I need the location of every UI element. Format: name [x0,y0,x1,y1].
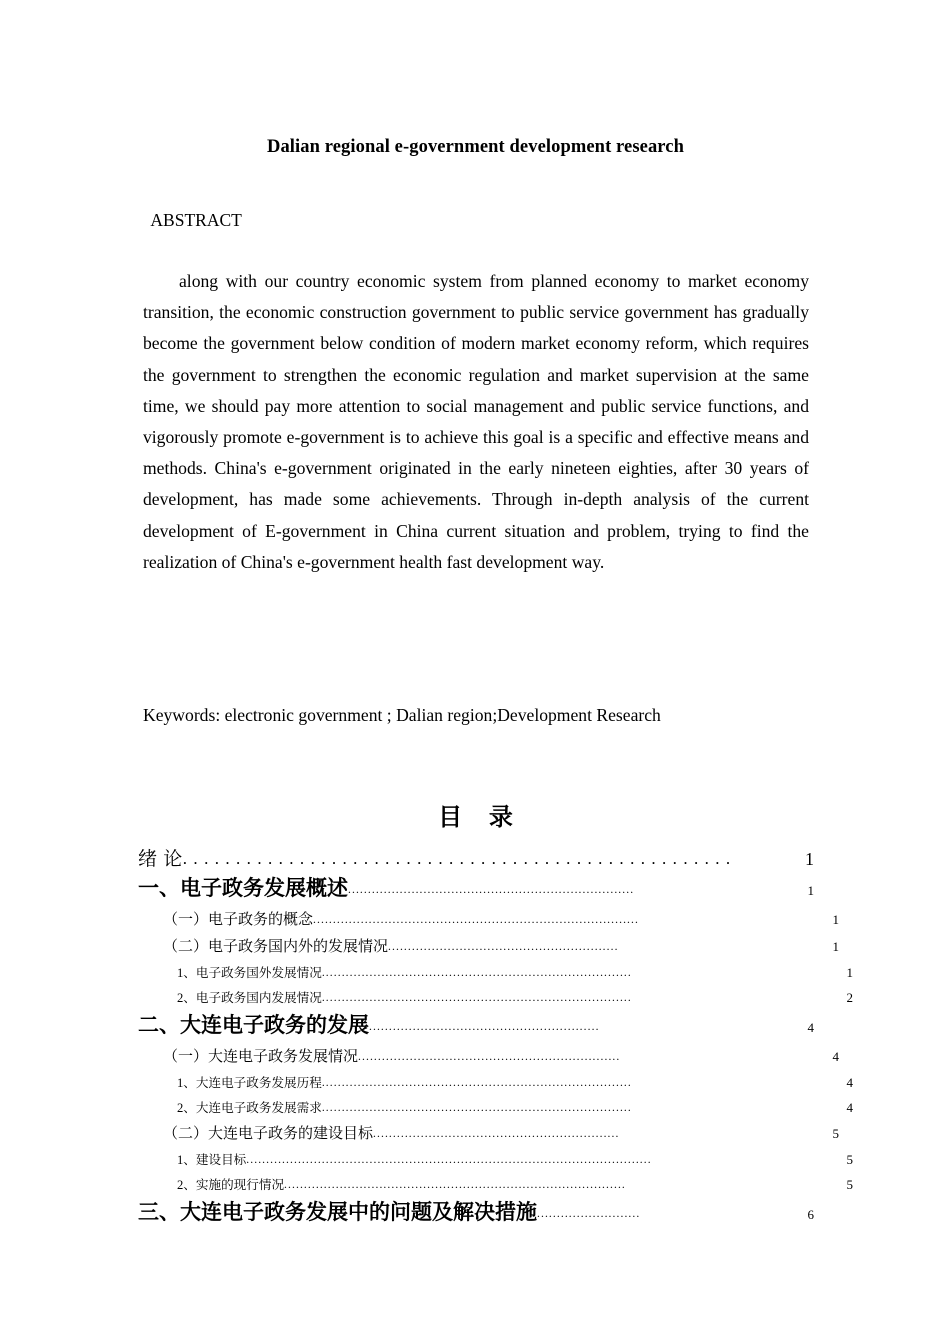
toc-dot-leader: .............................................................................. [321,992,632,1004]
toc-entry-label: （二）电子政务国内外的发展情况 [163,939,389,955]
toc-entry[interactable] [138,1096,853,1121]
toc-page-number: 5 [832,1126,839,1141]
abstract-paragraph: along with our country economic system from planned economy to market economy transition, the economic construction government to public service government has gradually become the government below condition of modern market economy reform, which requires the government to strengthen the economic regulation and market supervision at the same time, we should pay more attention to social management and public service functions, and vigorously promote e-government is to achieve this goal is a specific and effective means and methods. China's e-government originated in the early nineteen eighties, after 30 years of development, has made some achievements. Through in-depth analysis of the current development of E-government in China current situation and problem, trying to find the realization of China's e-government health fast development way. [143,271,809,572]
toc-entry-label: 绪 论 [138,849,183,870]
toc-dot-leader: ...................................................................................................... [246,1154,652,1166]
toc-entry-label: 1、大连电子政务发展历程 [177,1076,322,1090]
toc-page-number: 4 [846,1075,853,1090]
toc-entry-label: 1、建设目标 [177,1153,247,1167]
toc-dot-leader: .............................................................. [373,1128,620,1140]
toc-entry-label: 一、电子政务发展概述 [138,877,348,900]
table-of-contents [138,845,853,1231]
toc-entry-label: （一）电子政务的概念 [163,912,314,928]
toc-entry[interactable] [138,934,839,961]
toc-entry[interactable] [138,874,814,907]
toc-entry[interactable] [138,986,853,1011]
toc-entry-label: 三、大连电子政务发展中的问题及解决措施 [138,1201,537,1224]
toc-entry[interactable] [138,1071,853,1096]
toc-entry[interactable] [138,1121,839,1148]
toc-dot-leader: .......................................................... [369,1021,600,1033]
toc-page-number: 4 [832,1049,839,1064]
toc-entry-label: 2、大连电子政务发展需求 [177,1101,322,1115]
toc-dot-leader: .............................................................................. [321,967,632,979]
toc-page-number: 4 [807,1020,814,1035]
toc-entry-label: 二、大连电子政务的发展 [138,1014,369,1037]
abstract-heading: ABSTRACT [147,210,242,230]
toc-entry[interactable] [138,1173,853,1198]
toc-page-number: 1 [832,912,839,927]
toc-entry-label: 2、电子政务国内发展情况 [177,991,322,1005]
toc-page-number: 5 [846,1177,853,1192]
toc-dot-leader: .................................................................................. [313,914,639,926]
toc-heading: 目 录 [438,804,513,831]
toc-dot-leader: ...................................................................................... [284,1179,626,1191]
toc-entry[interactable] [138,1044,839,1071]
toc-dot-leader: .......................................................... [388,941,619,953]
toc-dot-leader: .................................................... [182,849,737,868]
toc-entry[interactable] [138,1198,814,1231]
toc-entry[interactable] [138,961,853,986]
toc-dot-leader: .............................................................................. [321,1077,632,1089]
toc-page-number: 1 [807,883,814,898]
toc-page-number: 4 [846,1100,853,1115]
toc-page-number: 1 [832,939,839,954]
toc-page-number: 5 [846,1152,853,1167]
toc-entry-label: （一）大连电子政务发展情况 [163,1049,359,1065]
toc-page-number: 1 [805,849,814,869]
document-title: Dalian regional e-government development research [267,137,684,157]
toc-entry-label: （二）大连电子政务的建设目标 [163,1126,374,1142]
toc-entry[interactable] [138,1148,853,1173]
toc-page-number: 2 [846,990,853,1005]
toc-dot-leader: .......................... [537,1208,641,1220]
keywords-line: Keywords: electronic government ; Dalian region;Development Research [143,705,661,725]
toc-entry[interactable] [138,1011,814,1044]
toc-dot-leader: .............................................................................. [321,1102,632,1114]
toc-entry[interactable] [138,907,839,934]
toc-page-number: 6 [807,1207,814,1222]
toc-entry-label: 2、实施的现行情况 [177,1178,285,1192]
toc-page-number: 1 [846,965,853,980]
toc-dot-leader: .................................................................. [358,1051,621,1063]
toc-entry-label: 1、电子政务国外发展情况 [177,966,322,980]
toc-dot-leader: ........................................................................ [348,884,635,896]
toc-entry[interactable] [138,845,814,874]
